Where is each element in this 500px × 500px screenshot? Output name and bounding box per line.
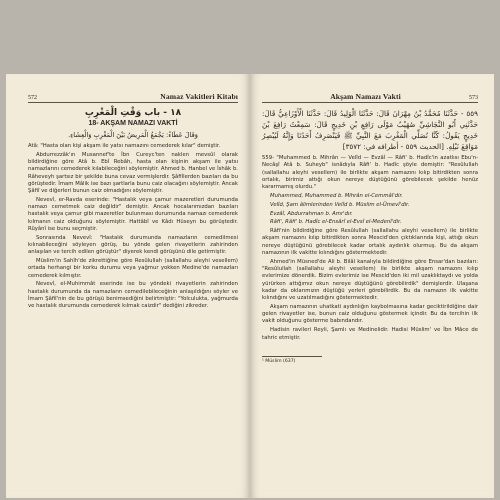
narrator-note: Velîd, Şam âlimlerinden Velîd b. Müslim el-Ümevî'dir.: [270, 201, 410, 208]
right-body: [262, 155, 478, 342]
left-running-title: Namaz Vakitleri Kitabı: [160, 92, 238, 101]
paragraph: Sonrasında Nevevî: "Hastalık durumunda namazların cemedilmesi kılınabileceğini söyleyen görüş, bu yönde gelen rivayetlerin zahirinden anlaşılan ve tercih edilen görüştür" diyerek kendi görüşünü dile getirmiştir.: [28, 234, 238, 256]
chapter-arabic-title: ١٨ - باب وَقْتِ الْمَغْرِبِ: [84, 108, 182, 118]
book-spread: [6, 74, 494, 498]
right-page: [250, 74, 494, 498]
right-page-number: 573: [469, 95, 478, 101]
narrator-note: Muhammed, Muhammed b. Mihrân el-Cemmâl'dir.: [270, 192, 403, 199]
left-header: [28, 92, 238, 103]
narrator-note: Evzâî, Abdurrahman b. Amr'dır.: [270, 210, 353, 217]
hadith-arabic: ٥٥٩ - حَدَّثَنَا مُحَمَّدُ بْنُ مِهْرَانَ قَالَ: حَدَّثَنَا الْوَلِيدُ قَالَ: حَدَّثَنَا الْأَوْزَاعِيُّ قَالَ: حَدَّثَنِي أَبُو النَّجَاشِيِّ صُهَيْبٌ مَوْلَى رَافِعِ بْنِ خَدِيجٍ قَالَ: سَمِعْتُ رَافِعَ بْنَ خَدِيجٍ يَقُولُ: كُنَّا نُصَلِّي الْمَغْرِبَ مَعَ النَّبِيِّ ﷺ فَيَنْصَرِفُ أَحَدُنَا وَإِنَّهُ لَيُبْصِرُ مَوَاقِعَ نَبْلِهِ. [الحديث ٥٥٩ - أطرافه في: ٣٥٧٢]: [262, 109, 478, 151]
paragraph: Müslim'in Sahîh'de zikrettiğine göre Resûlullah (sallallahu aleyhi vesellem) ortada herhangi bir korku durumu veya yağmur yokken Medine'de namazları cemederek kılmıştır.: [28, 258, 238, 279]
paragraph: Akşam namazının uhatkati aydınlığın kaybolmasına kadar geciktirildiğine dair gelen rivayetler ise, bunun caiz olduğunu göstermek içindir. Bu da tercihin ilk vakit olduğunu gösterme babındandır.: [262, 303, 478, 325]
paragraph: Hadisin ravileri Reyli, Şamlı ve Medinelidir. Hadisi Müslim' ve İbn Mâce de tahric etmiştir.: [262, 327, 478, 341]
paragraph: Atâ: "Hasta olan kişi akşam ile yatsı namazını cemederek kılar" demiştir.: [28, 143, 221, 149]
paragraph: Nevevî, er-Ravda eserinde: "Hastalık veya çamur mazeretleri durumunda namazı cemetmek caiz değildir" demiştir. Ancak hocalarımızdan bazıları hastalık veya çamur gibi mazeretler bulunması durumunda namazı cemederek kılmanın caiz olduğunu söylemiştir. Hattâbî ve Kâdı Hüseyn bu görüştedir. Rûyânî ise bunu seçmiştir.: [28, 196, 238, 232]
footnote: ¹ Müslim (637): [262, 358, 296, 364]
paragraph: 559- "Muhammed b. Mihrân — Velîd — Evzâî — Râfi' b. Hadîc'in azatlısı Ebu'n-Necâşî Atâ b. Suheyb" isnâdıyla Râfi' b. Hadîc şöyle demiştir: "Resûlullah (sallallahu aleyhi vesellem) ile birlikte akşam namazını kılıp bitirdikten sonra ortalık, birimiz attığı okun nereye düştüğünü görebilecek şekilde henüz kararmamış olurdu.": [262, 155, 478, 190]
paragraph: Râfi'nin bildirdiğine göre Resûlullah (sallallahu aleyhi vesellem) ile birlikte akşam namazını kılıp bitirdikten sonra Mescid'den çıktıklarında kişi, attığı okun nereye düştüğünü görebilecek kadar ortalık aydınlık olurmuş. Bu da akşam namazının ilk vakitte kılındığını göstermektedir.: [262, 228, 478, 256]
left-page-number: 572: [28, 95, 37, 101]
narrator-note: Râfi', Râfi' b. Hadîc el-Ensârî el-Evsî el-Medenî'dir.: [270, 219, 402, 226]
paragraph: Abdurrezzâk'ın Musannef'te İbn Cureyc'ten naklen mevsûl olarak bildirdiğine göre Atâ b. Ebî Rebâh, hasta olan kişinin akşam ile yatsı namazlarını cemederek kılabileceğini söylemiştir. Ahmed b. Hanbel ve İshâk b. Râheveyh şartsız bir şekilde buna cevaz vermişlerdir. Şâfiîlerden bazıları da bu görüştedir. İmam Mâlik ise bazı şartlarla bunu caiz olacağını söylemiştir. Ancak Şâfiî ve diğerleri bunun caiz olmadığını söylemiştir.: [28, 151, 238, 195]
left-body: [28, 143, 238, 310]
left-page: [6, 74, 250, 498]
footnote-divider: [262, 356, 322, 357]
chapter-title: 18- AKŞAM NAMAZI VAKTİ: [88, 120, 178, 127]
paragraph: Nevevî, el-Muhimmât eserinde ise bu yöndeki rivayetlerin zahirinden hastalık durumunda da namazların cemedilebileceğinin anlaşıldığını söyler ve İmam Şâfiî'nin de bu görüşü benimsediğini belirtmiştir: "Yolculukta, yağmurda ve hastalık durumunda cemederek kılmak caizdir" dediğini zikreder.: [28, 281, 238, 310]
paragraph: Ahmed'in Müsned'de Ali b. Bilâl kanalıyla bildirdiğine göre Ensar'dan bazıları: "Resûlullah (sallallahu aleyhi vesellem) ile birlikte akşam namazını kılıp evlerimize dönerdik. Bizim evlerimiz ise Mescid'den iki mil uzaklıktaydı ve yolda yürürken attığımız okun nereye düştüğünü görebilirdik" demişlerdir. Ulaşana kadar da oklarımızın düştüğü yerleri görebilirdik. Bu da namazın ilk vakitte kılındığını ve uzatılmadığını göstermektedir.: [262, 258, 478, 302]
right-header: [262, 92, 478, 103]
right-running-title: Akşam Namazı Vakti: [330, 92, 401, 101]
chapter-quote-arabic: وَقَالَ عَطَاءٌ: يَجْمَعُ الْمَرِيضُ بَيْنَ الْمَغْرِبِ وَالْعِشَاءِ.: [68, 131, 198, 139]
